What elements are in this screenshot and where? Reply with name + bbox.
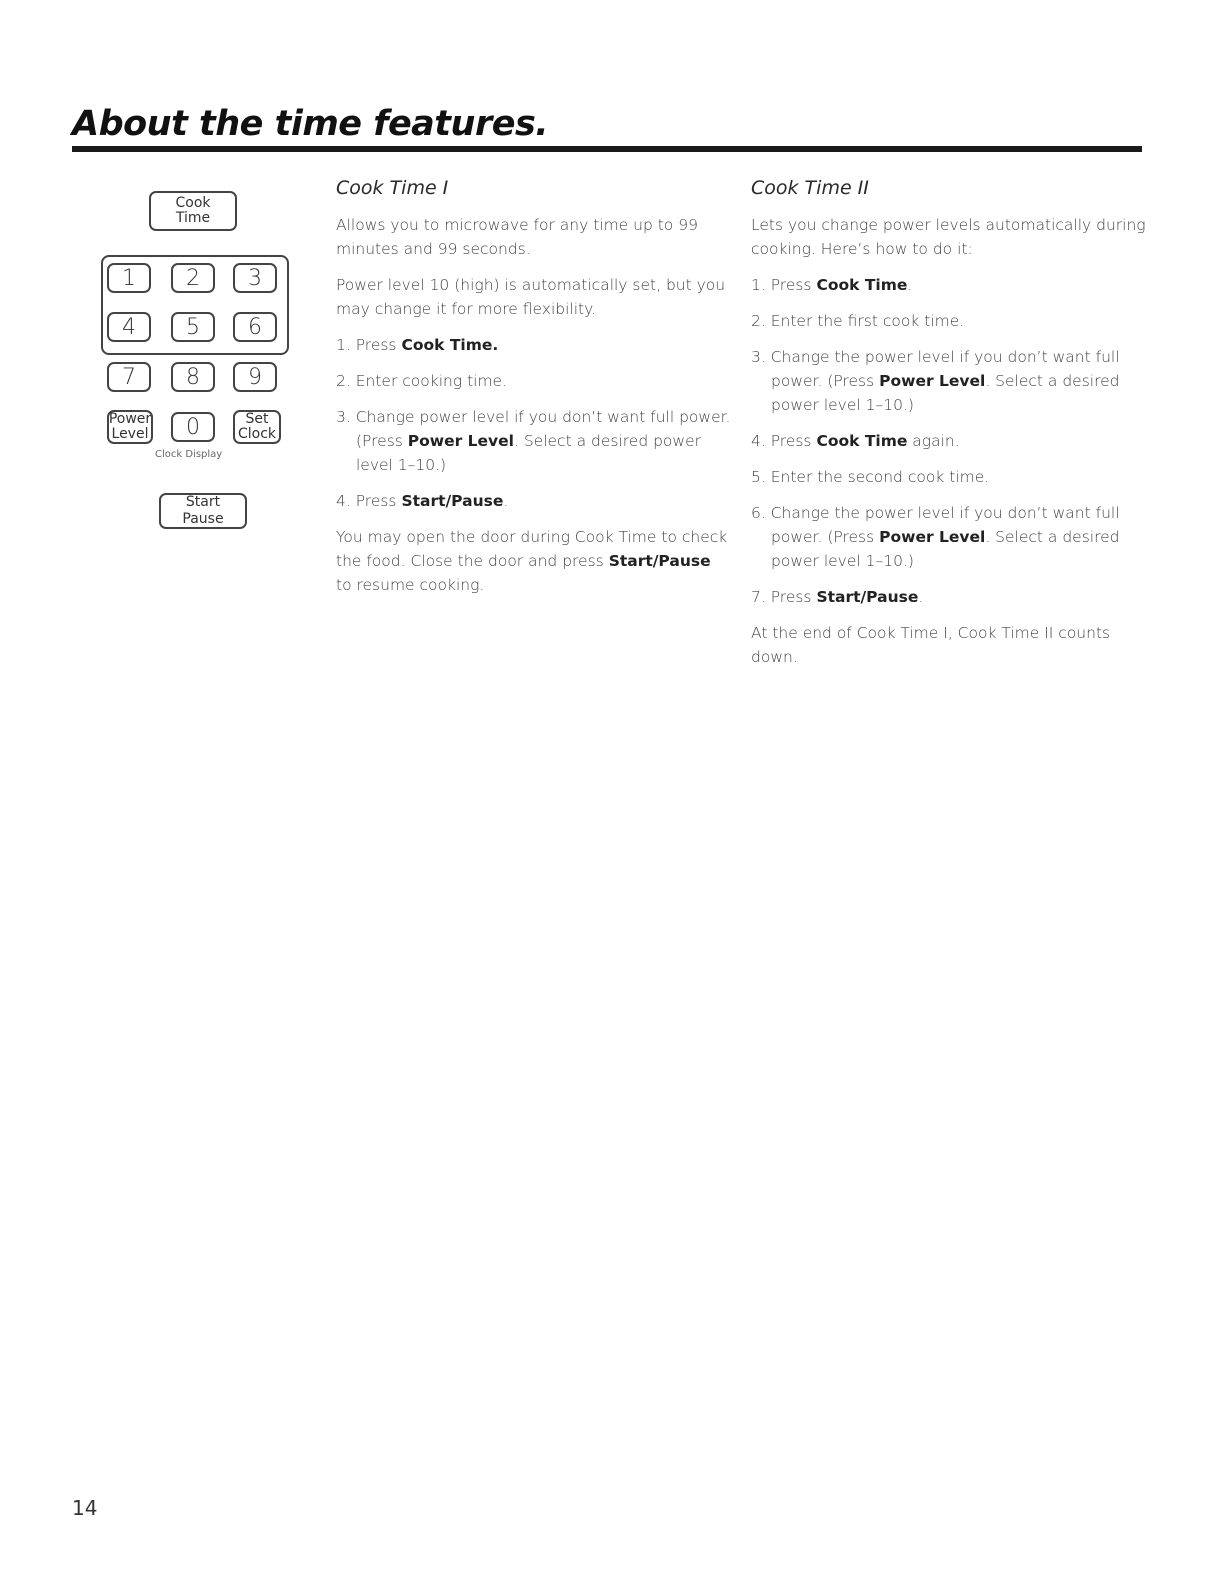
title-rule [72, 146, 1142, 152]
step-text: 7. Press [751, 588, 817, 606]
note-text: You may open the door during Cook Time to check the food. Close the door and press [336, 528, 728, 570]
cook-time-1-step-3 [336, 405, 731, 477]
cook-time-1-step-4 [336, 489, 731, 513]
step-bold: Power Level [879, 372, 986, 390]
power-level-key [107, 410, 153, 444]
digit-key-6: 6 [233, 312, 277, 342]
start-pause-key-bottom: Pause [182, 511, 224, 527]
cook-time-2-heading: Cook Time II [751, 177, 869, 199]
cook-time-2-section [751, 175, 1146, 681]
cook-time-2-intro: Lets you change power levels automatically during cooking. Here’s how to do it: [751, 216, 1146, 258]
start-pause-key [159, 493, 247, 529]
step-bold: Power Level [407, 432, 514, 450]
cook-time-2-step-6 [751, 501, 1146, 573]
digit-key-0: 0 [171, 412, 215, 442]
digit-key-1: 1 [107, 263, 151, 293]
step-text: . Select a desired power level 1–10.) [771, 372, 1120, 414]
step-text: 4. Press [751, 432, 817, 450]
cook-time-1-step-2: 2. Enter cooking time. [336, 372, 508, 390]
cook-time-1-intro: Allows you to microwave for any time up to 99 minutes and 99 seconds. [336, 216, 698, 258]
step-text: 4. Press [336, 492, 402, 510]
digit-key-8: 8 [171, 362, 215, 392]
step-text: 3. Change power level if you don’t want full power. (Press [336, 408, 731, 450]
start-pause-key-top: Start [185, 494, 221, 510]
step-text: . Select a desired power level 1–10.) [356, 432, 702, 474]
cook-time-2-step-2: 2. Enter the first cook time. [751, 312, 965, 330]
step-bold: Cook Time [816, 432, 908, 450]
cook-time-1-heading: Cook Time I [336, 177, 449, 199]
cook-time-2-steps [751, 273, 1146, 609]
step-text: 6. Change the power level if you don’t want full power. (Press [751, 504, 1120, 546]
page-number: 14 [72, 1496, 98, 1520]
page-title: About the time features. [72, 104, 549, 144]
cook-time-2-step-4 [751, 429, 1146, 453]
note-bold: Start/Pause [608, 552, 711, 570]
digit-key-3: 3 [233, 263, 277, 293]
power-level-key-bottom: Level [111, 426, 149, 442]
step-bold: Start/Pause [401, 492, 504, 510]
set-clock-key-top: Set [245, 411, 269, 427]
step-text: . [503, 492, 509, 510]
cook-time-2-step-7 [751, 585, 1146, 609]
step-text: . [907, 276, 913, 294]
step-text: 1. Press [751, 276, 817, 294]
cook-time-key-top: Cook [175, 195, 211, 211]
power-level-key-top: Power [108, 411, 152, 427]
clock-display-label: Clock Display [155, 449, 223, 460]
cook-time-key [149, 191, 237, 231]
step-text: again. [907, 432, 960, 450]
set-clock-key [233, 410, 281, 444]
step-bold: Cook Time. [401, 336, 499, 354]
keypad-illustration [95, 185, 295, 535]
cook-time-2-step-3 [751, 345, 1146, 417]
step-bold: Cook Time [816, 276, 908, 294]
set-clock-key-bottom: Clock [237, 426, 277, 442]
cook-time-1-door-note [336, 525, 731, 597]
step-text: 1. Press [336, 336, 402, 354]
digit-key-2: 2 [171, 263, 215, 293]
digit-key-5: 5 [171, 312, 215, 342]
cook-time-1-section [336, 175, 731, 609]
digit-key-7: 7 [107, 362, 151, 392]
cook-time-1-power-note: Power level 10 (high) is automatically set, but you may change it for more flexibility. [336, 276, 726, 318]
cook-time-1-steps [336, 333, 731, 513]
step-bold: Power Level [879, 528, 986, 546]
step-text: 3. Change the power level if you don’t want full power. (Press [751, 348, 1120, 390]
cook-time-2-step-1 [751, 273, 1146, 297]
cook-time-2-outro: At the end of Cook Time I, Cook Time II counts down. [751, 624, 1111, 666]
step-text: . [918, 588, 924, 606]
digit-key-4: 4 [107, 312, 151, 342]
cook-time-2-step-5: 5. Enter the second cook time. [751, 468, 990, 486]
step-bold: Start/Pause [816, 588, 919, 606]
cook-time-1-step-1 [336, 333, 731, 357]
note-text: to resume cooking. [336, 576, 485, 594]
step-text: . Select a desired power level 1–10.) [771, 528, 1120, 570]
cook-time-key-bottom: Time [175, 210, 211, 226]
digit-key-9: 9 [233, 362, 277, 392]
